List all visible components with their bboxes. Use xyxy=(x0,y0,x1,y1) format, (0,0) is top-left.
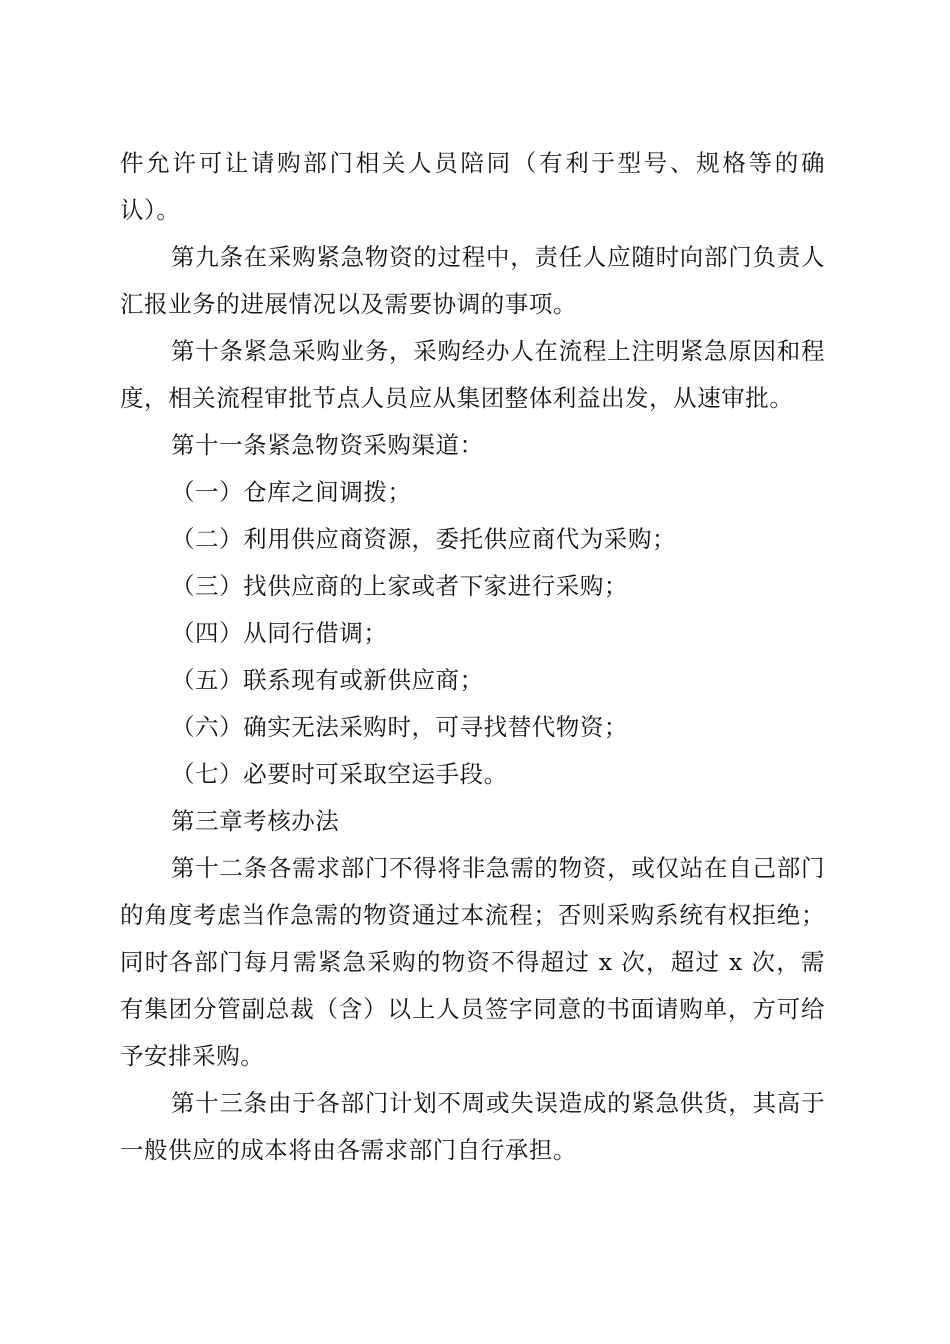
article-11-paragraph: 第十一条紧急物资采购渠道： xyxy=(171,431,484,459)
document-body xyxy=(120,140,825,1174)
paragraph-continuation: 件允许可让请购部门相关人员陪同（有利于型号、规格等的确认）。 xyxy=(120,149,825,224)
article-10-paragraph: 第十条紧急采购业务，采购经办人在流程上注明紧急原因和程度，相关流程审批节点人员应从集团整体利益出发，从速审批。 xyxy=(120,337,825,412)
list-item: （二）利用供应商资源，委托供应商代为采购； xyxy=(171,525,677,553)
list-item: （三）找供应商的上家或者下家进行采购； xyxy=(171,572,628,600)
list-item: （六）确实无法采购时，可寻找替代物资； xyxy=(171,713,628,741)
article-13-paragraph: 第十三条由于各部门计划不周或失误造成的紧急供货，其高于一般供应的成本将由各需求部门自行承担。 xyxy=(120,1089,825,1164)
article-12-paragraph: 第十二条各需求部门不得将非急需的物资，或仅站在自己部门的角度考虑当作急需的物资通过本流程；否则采购系统有权拒绝；同时各部门每月需紧急采购的物资不得超过 x 次，超过 x 次，需有集团分管副总裁（含）以上人员签字同意的书面请购单，方可给予安排采购。 xyxy=(120,854,825,1070)
article-9-paragraph: 第九条在采购紧急物资的过程中，责任人应随时向部门负责人汇报业务的进展情况以及需要协调的事项。 xyxy=(120,243,825,318)
list-item: （七）必要时可采取空运手段。 xyxy=(171,760,508,788)
list-item: （一）仓库之间调拨； xyxy=(171,478,412,506)
chapter-heading: 第三章考核办法 xyxy=(171,807,340,835)
list-item: （五）联系现有或新供应商； xyxy=(171,666,484,694)
list-item: （四）从同行借调； xyxy=(171,619,388,647)
